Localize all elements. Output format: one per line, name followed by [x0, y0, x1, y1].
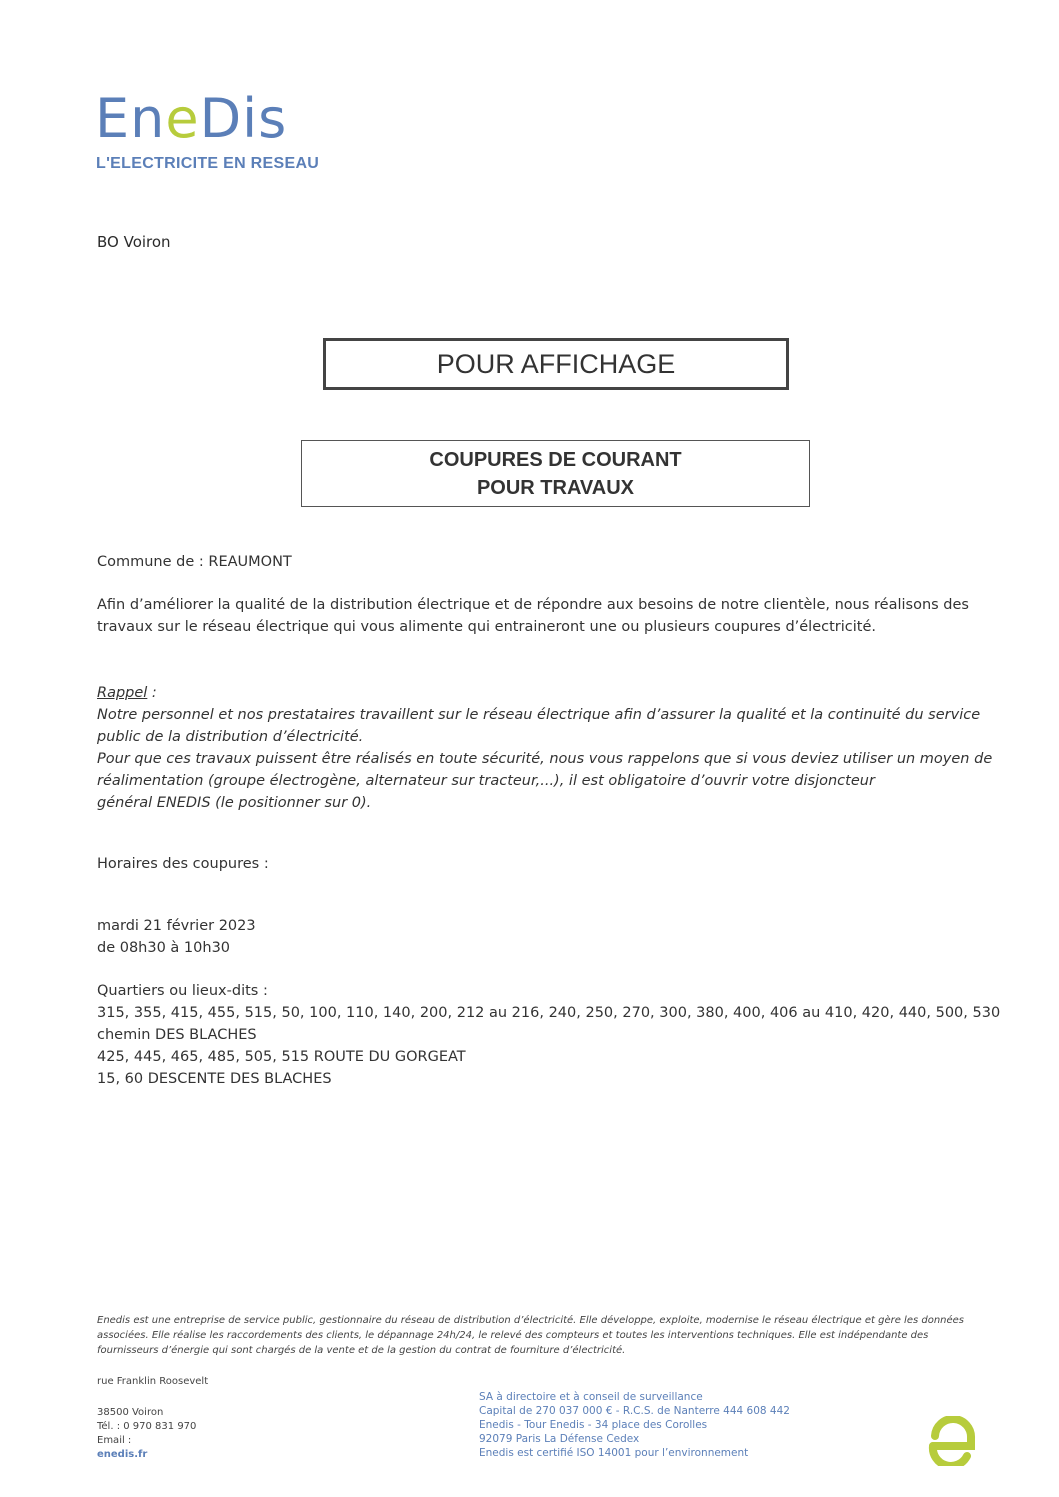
logo-word-accent: e — [165, 87, 200, 150]
footer-contact — [97, 1406, 196, 1462]
footer-website-link[interactable]: enedis.fr — [97, 1449, 148, 1460]
reminder-line: Notre personnel et nos prestataires travaillent sur le réseau électrique afin d’assurer la qualité et la continuité du service — [97, 707, 981, 723]
area-line: chemin DES BLACHES — [97, 1027, 257, 1043]
schedule-block — [97, 915, 256, 959]
enedis-logo — [95, 87, 288, 150]
company-line: 92079 Paris La Défense Cedex — [479, 1433, 640, 1445]
logo-word-start: En — [95, 87, 166, 150]
legal-line: fournisseurs d’énergie qui sont chargés de la vente et de la gestion du contrat de fourniture d’électricité. — [97, 1345, 626, 1356]
footer-street: rue Franklin Roosevelt — [97, 1376, 209, 1387]
footer-company-info — [479, 1390, 790, 1460]
reminder-line: réalimentation (groupe électrogène, alternateur sur tracteur,...), il est obligatoire d’ouvrir votre disjoncteur — [97, 773, 875, 789]
posting-title: POUR AFFICHAGE — [436, 348, 676, 379]
reminder-line: général ENEDIS (le positionner sur 0). — [97, 795, 372, 811]
sender-office: BO Voiron — [97, 233, 171, 251]
company-line: SA à directoire et à conseil de surveillance — [479, 1391, 703, 1403]
company-line: Enedis est certifié ISO 14001 pour l’environnement — [479, 1447, 749, 1459]
company-line: Capital de 270 037 000 € - R.C.S. de Nanterre 444 608 442 — [479, 1405, 790, 1417]
intro-line: travaux sur le réseau électrique qui vous alimente qui entraineront une ou plusieurs coupures d’électricité. — [97, 619, 876, 635]
reminder-heading-suffix: : — [147, 685, 157, 701]
schedule-time: de 08h30 à 10h30 — [97, 940, 231, 956]
logo-word-end: Dis — [199, 87, 288, 150]
logo-tagline: L'ELECTRICITE EN RESEAU — [96, 155, 320, 172]
company-line: Enedis - Tour Enedis - 34 place des Corolles — [479, 1419, 708, 1431]
reminder-heading: Rappel — [97, 685, 148, 701]
area-line: 425, 445, 465, 485, 505, 515 ROUTE DU GORGEAT — [97, 1049, 466, 1065]
area-line: 15, 60 DESCENTE DES BLACHES — [97, 1071, 332, 1087]
reminder-heading-row — [97, 682, 992, 704]
areas-label: Quartiers ou lieux-dits : — [97, 983, 268, 999]
reminder-line: Pour que ces travaux puissent être réalisés en toute sécurité, nous vous rappelons que si vous deviez utiliser un moyen de — [97, 751, 993, 767]
schedule-label: Horaires des coupures : — [97, 856, 269, 872]
reminder-block — [97, 682, 992, 814]
footer-phone: Tél. : 0 970 831 970 — [97, 1421, 197, 1432]
intro-line: Afin d’améliorer la qualité de la distribution électrique et de répondre aux besoins de notre clientèle, nous réalisons des — [97, 597, 969, 613]
commune-line: Commune de : REAUMONT — [97, 554, 292, 570]
enedis-e-emblem-icon — [927, 1416, 977, 1470]
footer-city: 38500 Voiron — [97, 1407, 164, 1418]
notice-title-line1: COUPURES DE COURANT — [429, 448, 682, 471]
notice-title-line2: POUR TRAVAUX — [476, 476, 635, 499]
posting-title-box — [323, 338, 789, 390]
legal-line: associées. Elle réalise les raccordements des clients, le dépannage 24h/24, le relevé des compteurs et toutes les interventions techniques. Elle est indépendante des — [97, 1330, 929, 1341]
footer-legal-text — [97, 1313, 977, 1358]
reminder-line: public de la distribution d’électricité. — [97, 729, 364, 745]
schedule-date: mardi 21 février 2023 — [97, 918, 256, 934]
notice-title-box — [301, 440, 810, 507]
footer-email-label: Email : — [97, 1435, 132, 1446]
area-line: 315, 355, 415, 455, 515, 50, 100, 110, 140, 200, 212 au 216, 240, 250, 270, 300, 380, 400, 406 au 410, 420, 440, 500, 530 — [97, 1005, 1001, 1021]
intro-paragraph — [97, 594, 969, 638]
legal-line: Enedis est une entreprise de service public, gestionnaire du réseau de distribution d’électricité. Elle développe, exploite, modernise le réseau électrique et gère les données — [97, 1315, 965, 1326]
areas-block — [97, 980, 1000, 1090]
